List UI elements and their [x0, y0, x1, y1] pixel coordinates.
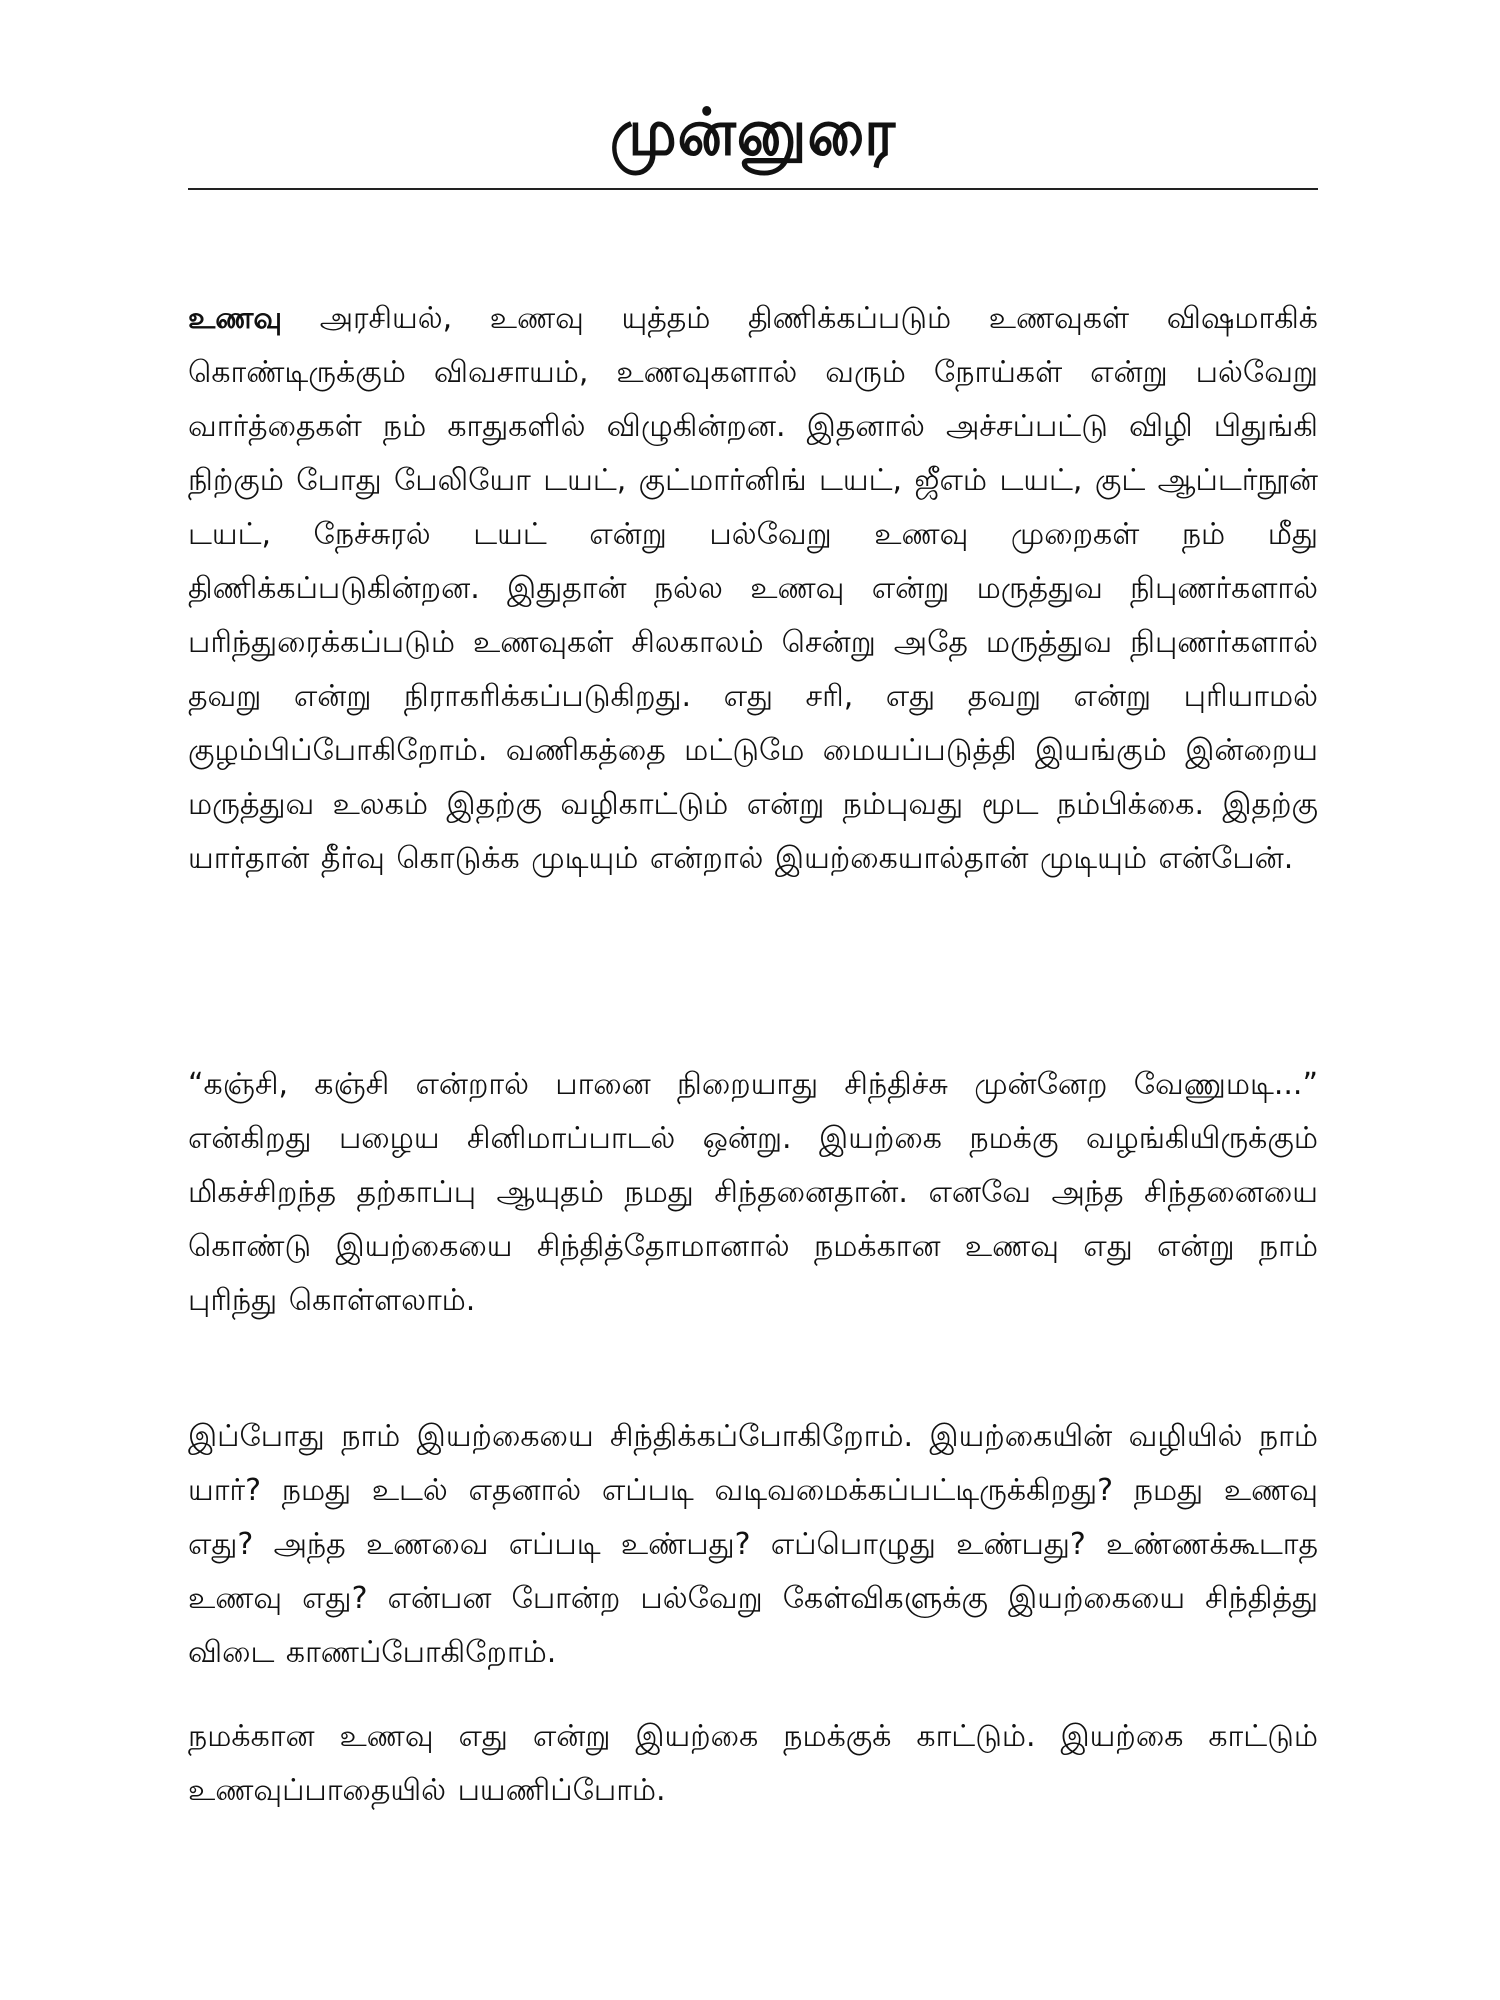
paragraph-1-first-word: உணவு: [188, 301, 283, 336]
title-container: [188, 92, 1318, 174]
title-underline: [188, 188, 1318, 190]
paragraph-3: இப்போது நாம் இயற்கையை சிந்திக்கப்போகிறோம். இயற்கையின் வழியில் நாம் யார்? நமது உடல் எதனால் எப்படி வடிவமைக்கப்பட்டிருக்கிறது? நமது உணவு எது? அந்த உணவை எப்படி உண்பது? எப்பொழுது உண்பது? உண்ணக்கூடாத உணவு எது? என்பன போன்ற பல்வேறு கேள்விகளுக்கு இயற்கையை சிந்தித்து விடை காணப்போகிறோம்.: [188, 1419, 1318, 1670]
paragraph-1-text: அரசியல், உணவு யுத்தம் திணிக்கப்படும் உணவுகள் விஷமாகிக் கொண்டிருக்கும் விவசாயம், உணவுகளால் வரும் நோய்கள் என்று பல்வேறு வார்த்தைகள் நம் காதுகளில் விழுகின்றன. இதனால் அச்சப்பட்டு விழி பிதுங்கி நிற்கும் போது பேலியோ டயட், குட்மார்னிங் டயட், ஜீஎம் டயட், குட் ஆப்டர்நூன் டயட், நேச்சுரல் டயட் என்று பல்வேறு உணவு முறைகள் நம் மீது திணிக்கப்படுகின்றன. இதுதான் நல்ல உணவு என்று மருத்துவ நிபுணர்களால் பரிந்துரைக்கப்படும் உணவுகள் சிலகாலம் சென்று அதே மருத்துவ நிபுணர்களால் தவறு என்று நிராகரிக்கப்படுகிறது. எது சரி, எது தவறு என்று புரியாமல் குழம்பிப்போகிறோம். வணிகத்தை மட்டுமே மையப்படுத்தி இயங்கும் இன்றைய மருத்துவ உலகம் இதற்கு வழிகாட்டும் என்று நம்புவது மூட நம்பிக்கை. இதற்கு யார்தான் தீர்வு கொடுக்க முடியும் என்றால் இயற்கையால்தான் முடியும் என்பேன்.: [188, 301, 1318, 876]
paragraph-2: “கஞ்சி, கஞ்சி என்றால் பானை நிறையாது சிந்திச்சு முன்னேற வேணுமடி...” என்கிறது பழைய சினிமாப்பாடல் ஒன்று. இயற்கை நமக்கு வழங்கியிருக்கும் மிகச்சிறந்த தற்காப்பு ஆயுதம் நமது சிந்தனைதான். எனவே அந்த சிந்தனையை கொண்டு இயற்கையை சிந்தித்தோமானால் நமக்கான உணவு எது என்று நாம் புரிந்து கொள்ளலாம்.: [188, 1067, 1318, 1318]
paragraph-1: [188, 292, 1318, 886]
page-title: முன்னுரை: [609, 95, 897, 171]
paragraph-4: நமக்கான உணவு எது என்று இயற்கை நமக்குக் காட்டும். இயற்கை காட்டும் உணவுப்பாதையில் பயணிப்போம்.: [188, 1719, 1318, 1808]
